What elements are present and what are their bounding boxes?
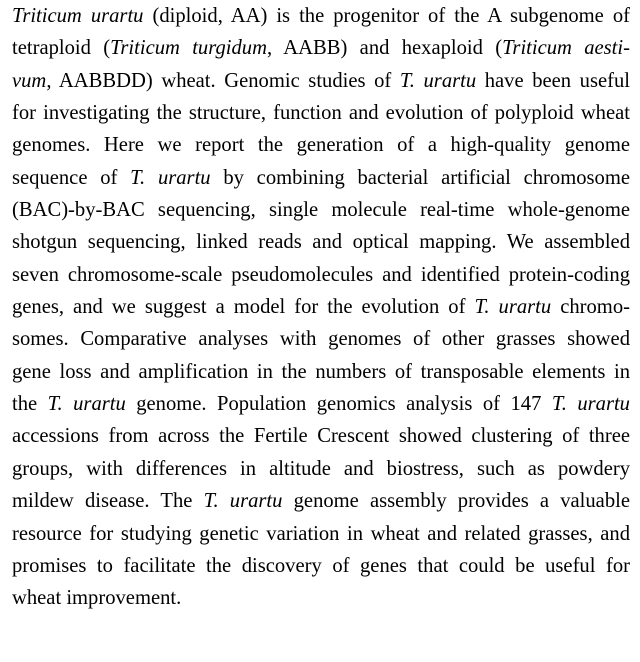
text-run: genomes. Here we report the generation of a high-quality genome (12, 134, 630, 157)
abstract-line (12, 518, 630, 550)
text-run: (BAC)-by-BAC sequencing, single molecule real-time whole-genome (12, 199, 630, 222)
abstract-line (12, 453, 630, 485)
text-run: resource for studying genetic variation in wheat and related grasses, and (12, 522, 630, 545)
abstract-line (12, 129, 630, 161)
text-run: by combining bacterial artificial chromosome (210, 166, 630, 189)
text-run: shotgun sequencing, linked reads and optical mapping. We assembled (12, 231, 630, 254)
text-run: have been useful (476, 69, 630, 92)
italic-text-run: T. urartu (203, 490, 283, 513)
text-run: genome assembly provides a valuable (282, 490, 630, 513)
abstract-line (12, 226, 630, 258)
text-run: for investigating the structure, function and evolution of polyploid wheat (12, 102, 630, 125)
italic-text-run: Triticum turgidum (110, 37, 267, 60)
text-run: wheat improvement. (12, 587, 182, 610)
text-run: sequence of (12, 166, 131, 189)
text-run: mildew disease. The (12, 490, 204, 513)
abstract-line (12, 32, 630, 64)
text-run: chromo- (551, 296, 630, 319)
text-run: tetraploid ( (12, 37, 111, 60)
text-run: the (12, 393, 48, 416)
text-run: gene loss and amplification in the numbers of transposable elements in (12, 360, 630, 383)
italic-text-run: Triticum aesti- (502, 37, 630, 60)
italic-text-run: Triticum urartu (12, 5, 144, 27)
abstract-line (12, 582, 630, 614)
italic-text-run: vum (12, 69, 47, 92)
text-run: genome. Population genomics analysis of 147 (125, 393, 552, 416)
text-run: (diploid, AA) is the progenitor of the A subgenome of (143, 5, 630, 27)
italic-text-run: T. urartu (474, 296, 552, 319)
abstract-line (12, 420, 630, 452)
abstract-line (12, 0, 630, 32)
abstract-line (12, 97, 630, 129)
italic-text-run: T. urartu (551, 393, 630, 416)
text-run: accessions from across the Fertile Crescent showed clustering of three (12, 425, 630, 448)
abstract-line (12, 162, 630, 194)
italic-text-run: T. urartu (130, 166, 211, 189)
abstract-line (12, 291, 630, 323)
abstract-line (12, 356, 630, 388)
abstract-line (12, 388, 630, 420)
abstract-line (12, 65, 630, 97)
abstract-line (12, 259, 630, 291)
text-run: somes. Comparative analyses with genomes of other grasses showed (12, 328, 630, 351)
text-run: seven chromosome-scale pseudomolecules and identified protein-coding (12, 263, 630, 286)
abstract-paragraph (12, 0, 630, 615)
italic-text-run: T. urartu (47, 393, 126, 416)
abstract-line (12, 485, 630, 517)
text-run: , AABB) and hexaploid ( (266, 37, 503, 60)
abstract-line (12, 194, 630, 226)
text-run: promises to facilitate the discovery of genes that could be useful for (12, 554, 630, 577)
abstract-line (12, 323, 630, 355)
text-run: groups, with differences in altitude and biostress, such as powdery (12, 457, 630, 480)
text-run: genes, and we suggest a model for the evolution of (12, 296, 475, 319)
text-run: , AABBDD) wheat. Genomic studies of (46, 69, 400, 92)
abstract-line (12, 550, 630, 582)
italic-text-run: T. urartu (399, 69, 477, 92)
